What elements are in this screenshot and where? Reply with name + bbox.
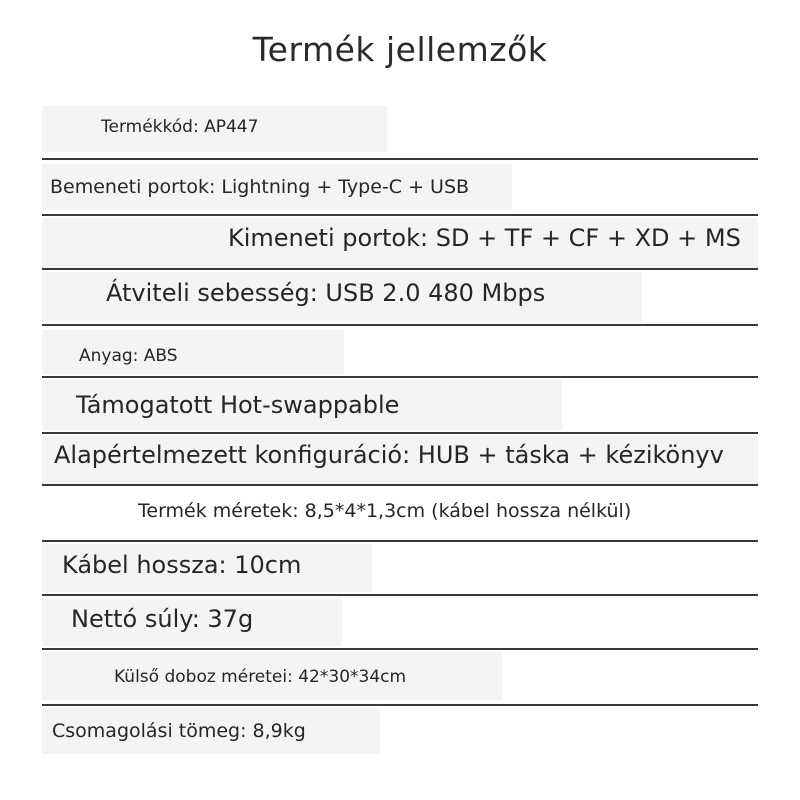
spec-hot-swappable: Támogatott Hot-swappable bbox=[76, 391, 400, 419]
spec-input-ports: Bemeneti portok: Lightning + Type-C + USB bbox=[50, 176, 470, 198]
spec-default-config: Alapértelmezett konfiguráció: HUB + táska + kézikönyv bbox=[54, 441, 724, 469]
spec-outer-box-dimensions: Külső doboz méretei: 42*30*34cm bbox=[114, 667, 407, 687]
spec-package-weight: Csomagolási tömeg: 8,9kg bbox=[52, 720, 306, 742]
spec-output-ports: Kimeneti portok: SD + TF + CF + XD + MS bbox=[228, 224, 741, 252]
spec-net-weight: Nettó súly: 37g bbox=[71, 605, 254, 633]
spec-material: Anyag: ABS bbox=[79, 346, 178, 366]
spec-product-code: Termékkód: AP447 bbox=[101, 117, 259, 137]
page-title: Termék jellemzők bbox=[252, 30, 548, 69]
spec-transfer-speed: Átviteli sebesség: USB 2.0 480 Mbps bbox=[106, 279, 546, 307]
spec-product-dimensions: Termék méretek: 8,5*4*1,3cm (kábel hossza nélkül) bbox=[138, 500, 632, 522]
spec-cable-length: Kábel hossza: 10cm bbox=[62, 551, 302, 579]
